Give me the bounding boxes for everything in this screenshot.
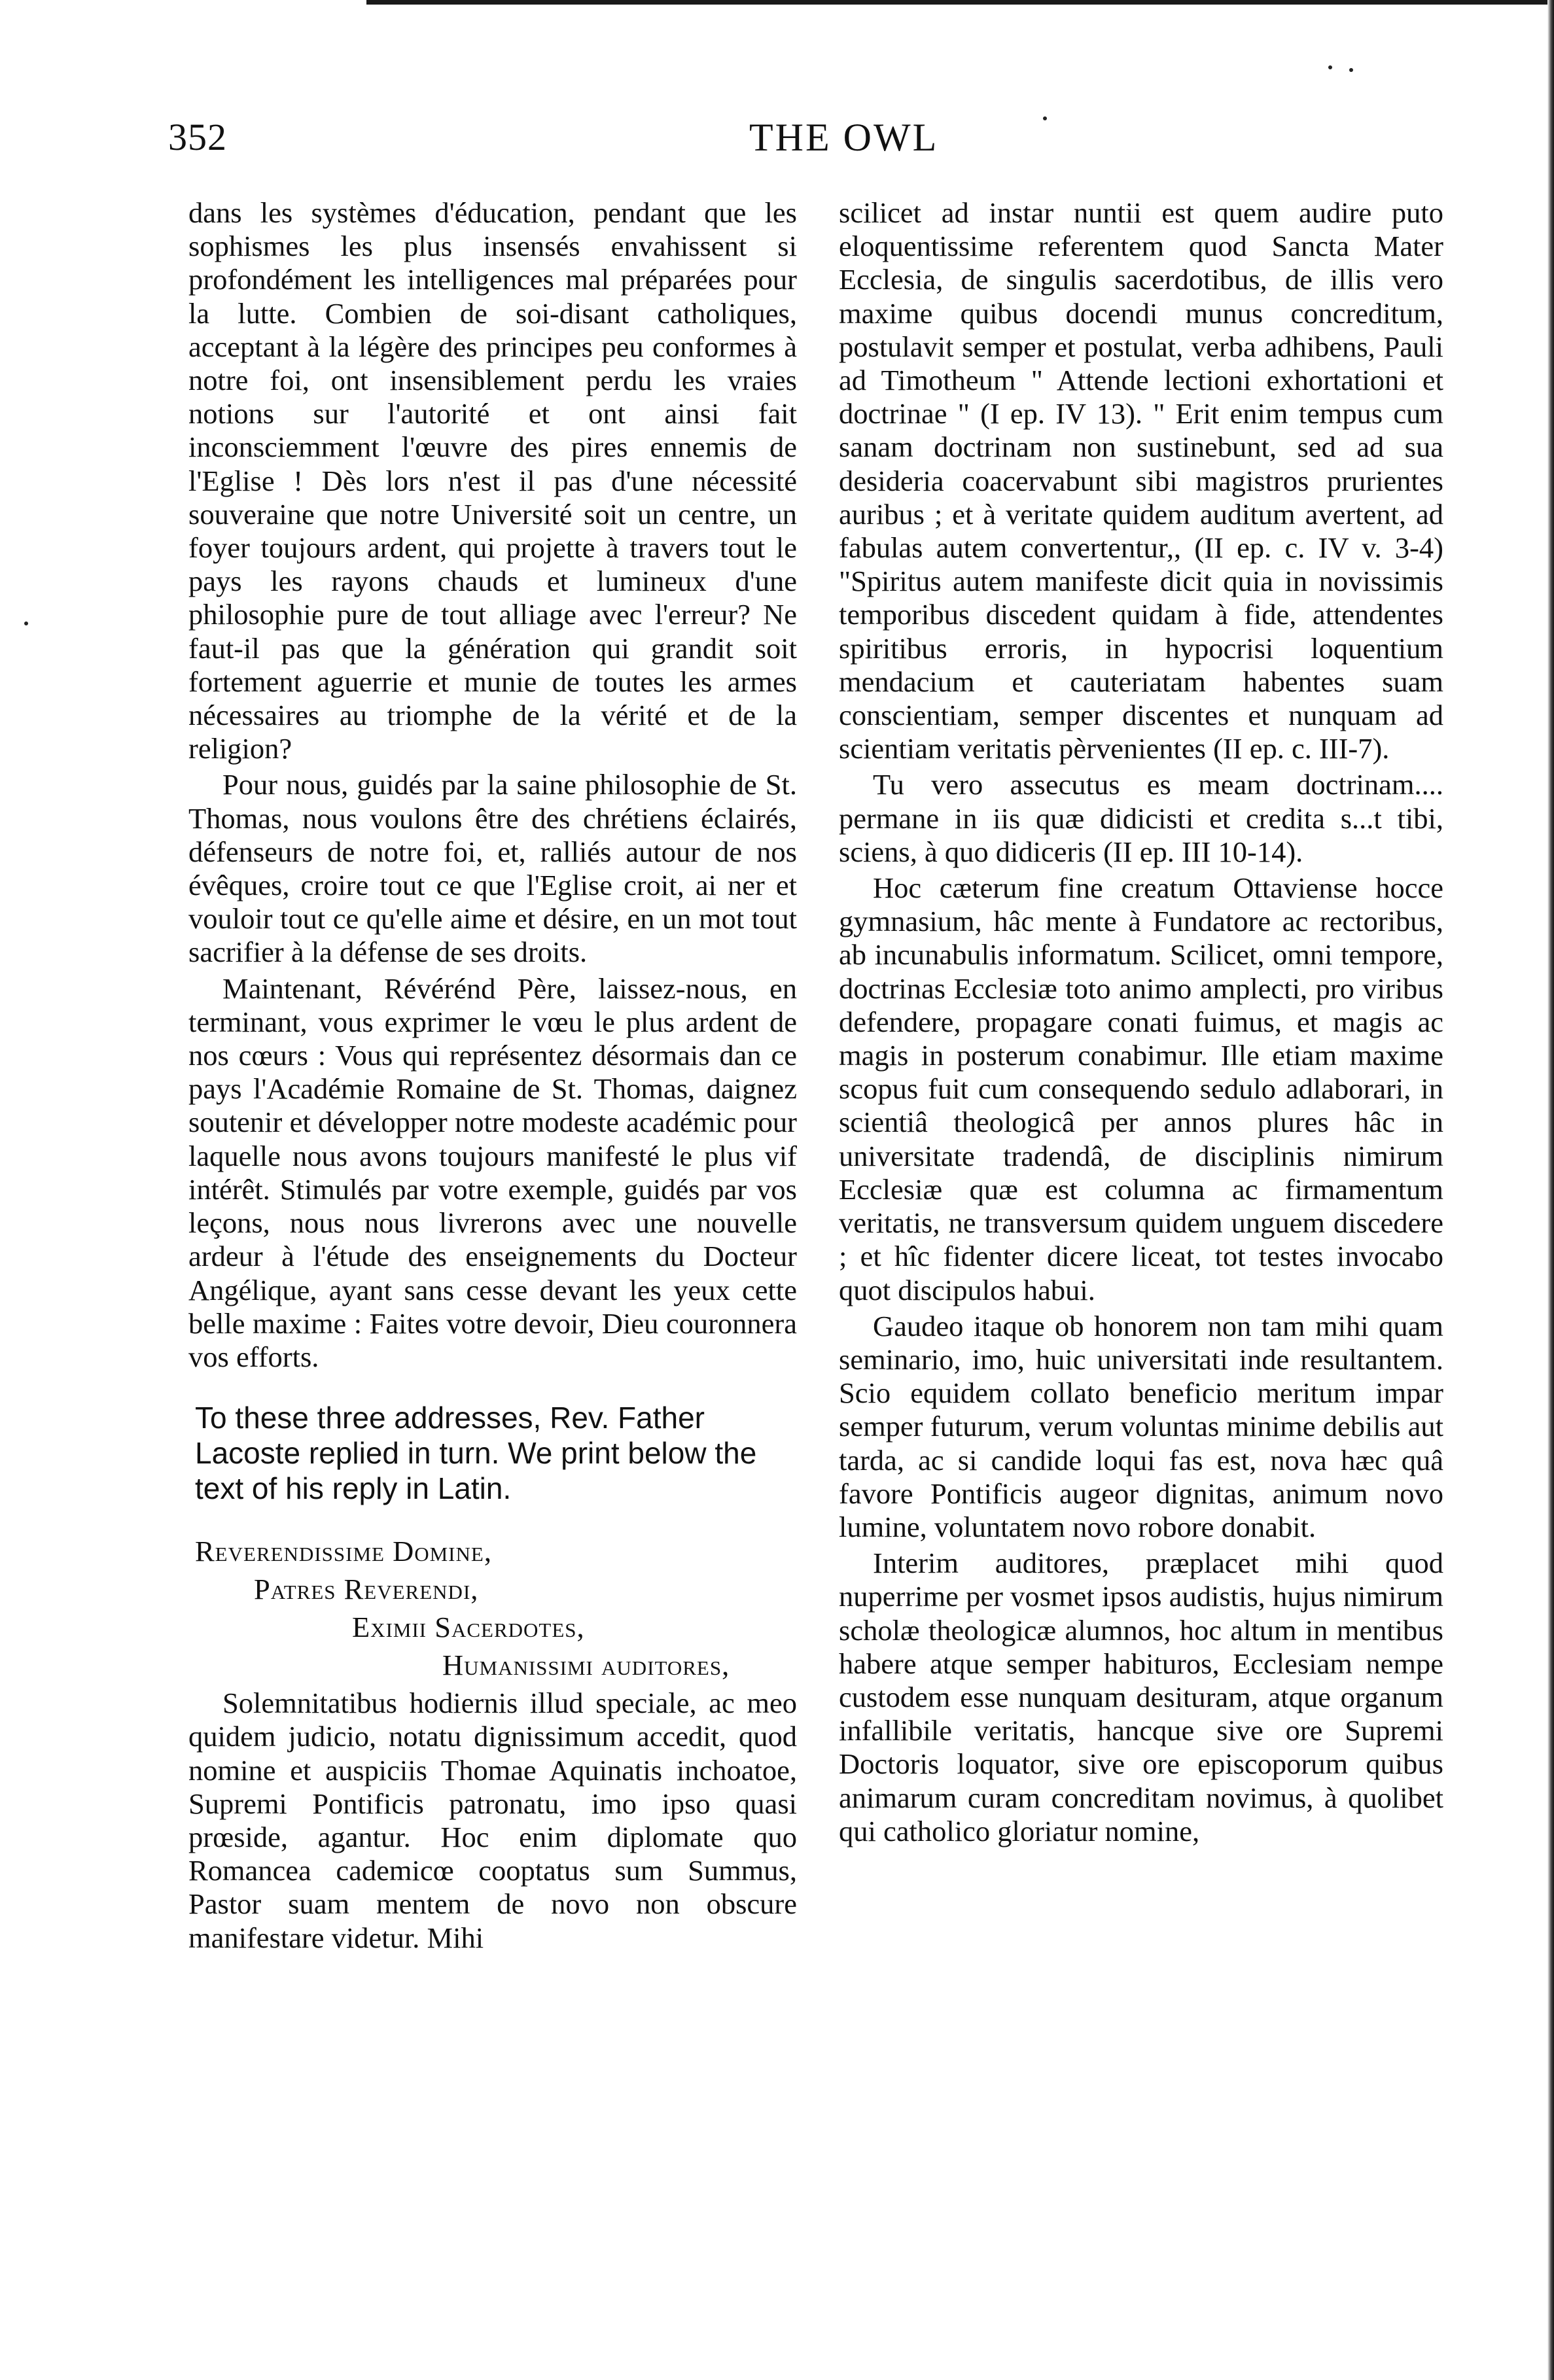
paragraph: Tu vero assecutus es meam doctrinam.... permane in iis quæ didicisti et credita s...t tibi, sciens, à quo didiceris (II ep. III 10-14). <box>839 768 1443 868</box>
right-column <box>839 196 1443 1848</box>
editor-note: To these three addresses, Rev. Father Lacoste replied in turn. We print below the text of his reply in Latin. <box>195 1401 757 1506</box>
salutation-line: Patres Reverendi, <box>254 1573 479 1606</box>
salutation-line: Humanissimi auditores, <box>442 1649 730 1682</box>
scan-top-edge <box>366 0 1554 5</box>
paragraph: Maintenant, Révérénd Père, laissez-nous, en terminant, vous exprimer le vœu le plus ardent de nos cœurs : Vous qui représentez désormais dan ce pays l'Académie Romaine de St. Thomas, daignez soutenir et développer notre modeste académic pour laquelle nous avons toujours manifesté le plus vif intérêt. Stimulés par votre exemple, guidés par vos leçons, nous nous livrerons avec une nouvelle ardeur à l'étude des enseignements du Docteur Angélique, ayant sans cesse devant les yeux cette belle maxime : Faites votre devoir, Dieu couronnera vos efforts. <box>188 971 797 1373</box>
scan-speck <box>1349 68 1353 72</box>
paragraph: dans les systèmes d'éducation, pendant que les sophismes les plus insensés envahissent si profondément les intelligences mal préparées pour la lutte. Combien de soi-disant catholiques, acceptant à la légère des principes peu conformes à notre foi, ont insensiblement perdu les vraies notions sur l'autorité et ont ainsi fait inconsciemment l'œuvre des pires ennemis de l'Eglise ! Dès lors n'est il pas d'une nécessité souveraine que notre Université soit un centre, un foyer toujours ardent, qui projette à travers tout le pays les rayons chauds et lumineux d'une philosophie pure de tout alliage avec l'erreur? Ne faut-il pas que la génération qui grandit soit fortement aguerrie et munie de toutes les armes nécessaires au triomphe de la vérité et de la religion? <box>188 196 797 765</box>
scan-speck <box>1328 65 1332 69</box>
scan-speck <box>1043 116 1047 120</box>
paragraph: scilicet ad instar nuntii est quem audire puto eloquentissime referentem quod Sancta Mater Ecclesia, de singulis sacerdotibus, de illis vero maxime quibus docendi munus concreditum, postulavit semper et postulat, verba adhibens, Pauli ad Timotheum " Attende lectioni exhortationi et doctrinae " (I ep. IV 13). " Erit enim tempus cum sanam doctrinam non sustinebunt, sed ad sua desideria coacervabunt sibi magistros prurientes auribus ; et à veritate quidem auditum avertent, ad fabulas autem convertentur,, (II ep. c. IV v. 3-4) "Spiritus autem manifeste dicit quia in novissimis temporibus discedent quidam à fide, attendentes spiritibus erroris, in hypocrisi loquentium mendacium et cauteriatam habentes suam conscientiam, semper discentes et nunquam ad scientiam veritatis pèrvenientes (II ep. c. III-7). <box>839 196 1443 765</box>
salutation-line: Eximii Sacerdotes, <box>352 1611 585 1644</box>
paragraph: Hoc cæterum fine creatum Ottaviense hocce gymnasium, hâc mente à Fundatore ac rectoribus, ab incunabulis informatum. Scilicet, omni tempore, doctrinas Ecclesiæ toto animo amplecti, pro viribus defendere, propagare conati fuimus, et magis ac magis in posterum conabimur. Ille etiam maxime scopus fuit cum consequendo sedulo adlaborari, in scientiâ theologicâ per annos plures hâc in universitate tradendâ, de disciplinis nimirum Ecclesiæ quæ est columna ac firmamentum veritatis, ne transversum quidem unguem discedere ; et hîc fidenter dicere liceat, tot testes invocabo quot discipulos habui. <box>839 871 1443 1306</box>
page-number: 352 <box>168 116 227 158</box>
paragraph: Solemnitatibus hodiernis illud speciale, ac meo quidem judicio, notatu dignissimum accedit, quod nomine et auspiciis Thomae Aquinatis inchoatoe, Supremi Pontificis patronatu, imo ipso quasi prœside, agantur. Hoc enim diplomate quo Romancea cademicœ cooptatus sum Summus, Pastor suam mentem de novo non obscure manifestare videtur. Mihi <box>188 1687 797 1954</box>
paragraph: Interim auditores, præplacet mihi quod nuperrime per vosmet ipsos audistis, hujus nimirum scholæ theologicæ alumnos, hoc altum in mentibus habere atque semper habituros, Ecclesiam nempe custodem esse nunquam desituram, atque organum infallibile veritatis, hancque sive ore Supremi Doctoris loquator, sive ore episcoporum quibus animarum curam concreditam novimus, à quolibet qui catholico gloriatur nomine, <box>839 1547 1443 1847</box>
paragraph: Pour nous, guidés par la saine philosophie de St. Thomas, nous voulons être des chrétiens éclairés, défenseurs de notre foi, et, ralliés autour de nos évêques, croire tout ce que l'Eglise croit, ai ner et vouloir tout ce qu'elle aime et désire, en un mot tout sacrifier à la défense de ses droits. <box>188 768 797 969</box>
salutation-line: Reverendissime Domine, <box>195 1535 492 1568</box>
running-head: THE OWL <box>749 116 939 159</box>
salutation <box>188 1532 797 1684</box>
left-column <box>188 196 797 1955</box>
paragraph: Gaudeo itaque ob honorem non tam mihi quam seminario, imo, huic universitati inde resultantem. Scio equidem collato beneficio meritum impar semper futurum, verum voluntas minime debilis aut tarda, ac si candide loqui fas est, nova hæc quâ favore Pontificis augeor dignitas, animum novo lumine, voluntatem novo robore donabit. <box>839 1309 1443 1543</box>
scan-right-edge <box>1547 0 1554 2380</box>
scan-speck <box>24 621 28 625</box>
